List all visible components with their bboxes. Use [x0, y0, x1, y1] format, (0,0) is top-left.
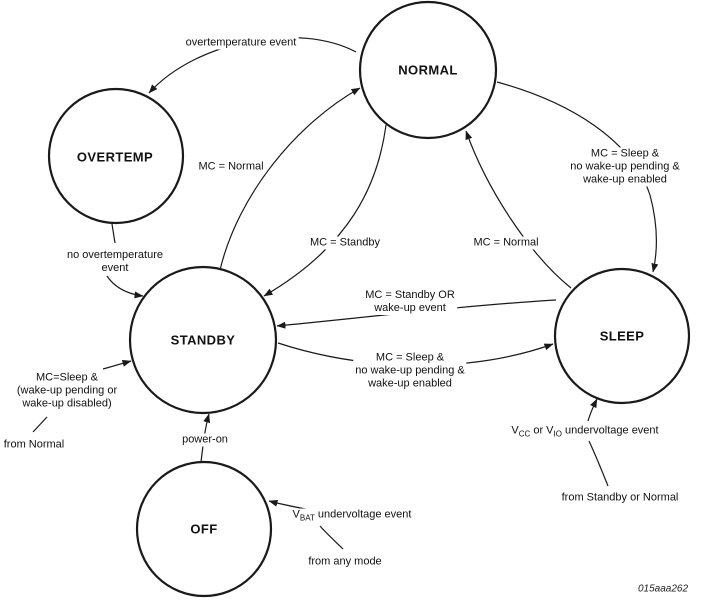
arrow-normal-to-standby — [264, 125, 386, 296]
state-label-off: OFF — [190, 521, 218, 537]
arrow-vcc-to-sleep — [588, 399, 597, 421]
arrow-sleep-pending-to-standby — [103, 361, 131, 369]
label-mc-normal-sleep: MC = Normal — [473, 236, 539, 249]
line-from-any-mode-leader — [320, 526, 343, 549]
label-vcc-vio-undervoltage-event: $V_{CC}$ or $V_{IO}$ undervoltage event — [511, 424, 659, 439]
line-overtemp-stub — [112, 224, 115, 243]
label-mc-standby-or-wakeup: MC = Standby OR wake-up event — [365, 289, 455, 314]
label-from-standby-or-normal: from Standby or Normal — [561, 491, 679, 504]
label-vbat-undervoltage-event: $V_{BAT}$ undervoltage event — [292, 508, 412, 523]
label-no-overtemperature-event: no overtemperature event — [67, 249, 163, 274]
label-power-on: power-on — [182, 433, 228, 446]
arrow-sleep-to-normal — [466, 131, 571, 288]
arrow-overtemp-to-standby — [107, 276, 143, 296]
label-overtemperature-event: overtemperature event — [185, 36, 297, 49]
state-label-overtemp: OVERTEMP — [76, 149, 154, 165]
state-label-normal: NORMAL — [398, 62, 458, 78]
label-mc-normal-standby: MC = Normal — [198, 160, 264, 173]
label-mc-sleep-pending: MC=Sleep & (wake-up pending or wake-up disabled) — [16, 371, 118, 410]
label-mc-sleep-standby-to-sleep: MC = Sleep & no wake-up pending & wake-up enabled — [355, 351, 465, 390]
line-from-standby-or-normal-leader — [589, 441, 608, 486]
state-label-standby: STANDBY — [170, 332, 236, 348]
label-mc-sleep-normal-to-sleep: MC = Sleep & no wake-up pending & wake-up enabled — [570, 147, 680, 186]
line-from-normal-leader — [33, 417, 47, 432]
label-from-normal: from Normal — [3, 438, 65, 451]
label-mc-standby: MC = Standby — [309, 236, 381, 249]
label-from-any-mode: from any mode — [308, 555, 382, 568]
figure-code: 015aaa262 — [637, 583, 689, 595]
state-label-sleep: SLEEP — [599, 328, 645, 344]
